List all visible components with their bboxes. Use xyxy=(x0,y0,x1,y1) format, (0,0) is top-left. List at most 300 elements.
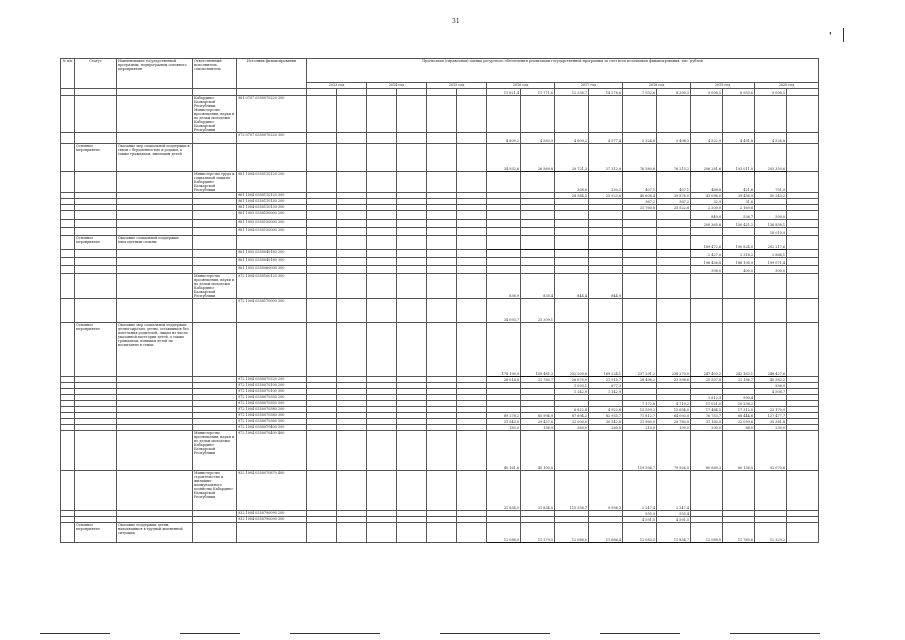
value-cell xyxy=(755,274,787,299)
value-cell: 248 427,6 xyxy=(755,323,787,377)
value-cell xyxy=(397,236,427,250)
value-cell: 12 536,7 xyxy=(555,89,589,96)
row-resp-cell xyxy=(193,323,237,377)
value-cell xyxy=(521,250,555,258)
value-cell xyxy=(623,299,657,323)
value-cell: 40 161,6 xyxy=(487,431,521,471)
row-name-cell: Оказание мер социальной поддержки детям-сиротам, детям, оставшимся без попечения родителей, лицам из числа указанной категории детей, а также гражданам, взявшим детей на воспитание в семьи xyxy=(117,323,193,377)
value-cell xyxy=(367,172,397,193)
value-cell xyxy=(691,228,723,236)
value-cell xyxy=(397,211,427,220)
value-cell xyxy=(427,266,457,274)
value-cell xyxy=(337,228,367,236)
value-cell xyxy=(589,299,623,323)
value-cell xyxy=(691,96,723,133)
value-cell: 2 200,0 xyxy=(691,205,723,211)
row-status-cell: Основное мероприятие xyxy=(75,523,117,543)
value-cell xyxy=(337,172,367,193)
value-cell: 8 953,6 xyxy=(723,89,755,96)
value-cell: 25 309,1 xyxy=(521,299,555,323)
value-cell xyxy=(487,258,521,266)
table-row xyxy=(61,471,819,511)
row-status-cell xyxy=(75,96,117,133)
value-cell xyxy=(589,220,623,228)
value-cell xyxy=(589,96,623,133)
value-cell: 193 011,0 xyxy=(723,144,755,172)
value-cell: 260,0 xyxy=(589,425,623,431)
value-cell: 237 291,2 xyxy=(623,323,657,377)
value-cell: 64 093,0 xyxy=(657,413,691,419)
value-cell xyxy=(457,431,487,471)
value-cell xyxy=(457,220,487,228)
value-cell: 2 316,2 xyxy=(723,250,755,258)
value-cell xyxy=(427,274,457,299)
value-cell xyxy=(457,323,487,377)
row-codes-cell: 961 1004 0350110130 200 xyxy=(237,199,307,205)
value-cell: 150 421,2 xyxy=(723,220,755,228)
value-cell xyxy=(521,258,555,266)
value-cell: 159 481,3 xyxy=(521,323,555,377)
value-cell: 14 278,6 xyxy=(589,89,623,96)
value-cell xyxy=(427,258,457,266)
value-cell: 79 926,5 xyxy=(657,431,691,471)
value-cell xyxy=(555,299,589,323)
value-cell xyxy=(397,258,427,266)
row-codes-cell: 961 1004 0350150000 300 xyxy=(237,228,307,236)
value-cell xyxy=(623,96,657,133)
row-codes-cell: 932 1004 0350790090 200 xyxy=(237,511,307,517)
value-cell: 4 719,2 xyxy=(657,401,691,407)
value-cell xyxy=(337,89,367,96)
value-cell: 4 491,8 xyxy=(723,133,755,144)
value-cell: 25 507,8 xyxy=(691,377,723,383)
value-cell xyxy=(521,228,555,236)
row-status-cell: Основное мероприятие xyxy=(75,144,117,172)
row-codes-cell: 961 1003 0350150000 200 xyxy=(237,211,307,220)
value-cell xyxy=(787,523,819,543)
value-cell xyxy=(623,228,657,236)
value-cell xyxy=(397,299,427,323)
value-cell: 23 598,6 xyxy=(657,377,691,383)
value-cell: 4 577,4 xyxy=(589,133,623,144)
value-cell xyxy=(555,258,589,266)
table-row xyxy=(61,523,819,543)
value-cell xyxy=(307,89,337,96)
value-cell xyxy=(367,299,397,323)
value-cell xyxy=(337,299,367,323)
value-cell xyxy=(723,299,755,323)
row-name-cell xyxy=(117,299,193,323)
table-row xyxy=(61,96,819,133)
value-cell xyxy=(457,133,487,144)
table-row xyxy=(61,144,819,172)
value-cell: 31 040,0 xyxy=(487,419,521,425)
value-cell xyxy=(307,172,337,193)
value-cell xyxy=(457,228,487,236)
row-resp-cell: Министерство труда и социальной защиты Кабардино-Балкарской Республики xyxy=(194,172,235,192)
row-status-cell xyxy=(75,89,117,96)
value-cell: 18 010,9 xyxy=(755,228,787,236)
value-cell xyxy=(457,258,487,266)
value-cell xyxy=(307,266,337,274)
row-num-cell xyxy=(61,220,75,228)
value-cell: 200 365,8 xyxy=(691,220,723,228)
value-cell: 35 381,8 xyxy=(755,419,787,425)
value-cell: 89 278,2 xyxy=(487,413,521,419)
value-cell xyxy=(397,323,427,377)
value-cell: 4 522,9 xyxy=(691,133,723,144)
value-cell: 88,0 xyxy=(723,425,755,431)
page-number: 31 xyxy=(452,18,460,25)
table-row xyxy=(61,236,819,250)
value-cell xyxy=(487,236,521,250)
year-header: 2017 год xyxy=(555,83,623,89)
value-cell: 400,0 xyxy=(723,266,755,274)
value-cell: 12 086,0 xyxy=(487,523,521,543)
value-cell: 29 721,3 xyxy=(555,144,589,172)
value-cell: 21 834,0 xyxy=(521,471,555,511)
value-cell xyxy=(427,144,457,172)
value-cell: 4 591,5 xyxy=(657,517,691,523)
value-cell xyxy=(307,211,337,220)
value-cell: 28 584,5 xyxy=(555,193,589,199)
value-cell xyxy=(427,220,457,228)
value-cell xyxy=(397,431,427,471)
value-cell: 838,9 xyxy=(487,274,521,299)
value-cell: 202 217,6 xyxy=(755,236,787,250)
value-cell: 190 824,0 xyxy=(723,236,755,250)
value-cell xyxy=(337,250,367,258)
row-codes-cell: 972 1004 0350070100 200 xyxy=(237,383,307,389)
value-cell xyxy=(307,228,337,236)
row-num-cell xyxy=(61,274,75,299)
value-cell xyxy=(657,220,691,228)
row-codes-cell: 961 1003 0350150000 300 xyxy=(237,220,307,228)
value-cell xyxy=(623,220,657,228)
row-num-cell xyxy=(61,323,75,377)
value-cell: 199 071,4 xyxy=(755,258,787,266)
value-cell xyxy=(755,96,787,133)
value-cell: 9 008,5 xyxy=(755,89,787,96)
value-cell xyxy=(397,274,427,299)
value-cell xyxy=(427,96,457,133)
value-cell xyxy=(755,299,787,323)
row-name-cell xyxy=(117,133,193,144)
row-codes-cell: 972 1004 0350070380 200 xyxy=(237,407,307,413)
row-name-cell xyxy=(117,471,193,511)
value-cell xyxy=(521,172,555,193)
value-cell xyxy=(787,96,819,133)
row-status-cell xyxy=(75,228,117,236)
value-cell: 68 444,6 xyxy=(723,413,755,419)
value-cell: 9 956,3 xyxy=(589,471,623,511)
value-cell xyxy=(589,228,623,236)
value-cell: 189 472,6 xyxy=(691,236,723,250)
value-cell xyxy=(657,258,691,266)
value-cell: 156,9 xyxy=(521,425,555,431)
value-cell xyxy=(623,266,657,274)
value-cell xyxy=(657,228,691,236)
value-cell xyxy=(337,523,367,543)
value-cell: 500,0 xyxy=(755,211,787,220)
value-cell: 85 994,9 xyxy=(521,413,555,419)
value-cell xyxy=(457,299,487,323)
row-name-cell xyxy=(117,431,193,471)
value-cell: 31,6 xyxy=(723,199,755,205)
row-resp-cell xyxy=(193,220,237,228)
value-cell xyxy=(367,323,397,377)
value-cell xyxy=(723,471,755,511)
value-cell: 21 915,7 xyxy=(589,377,623,383)
value-cell: 252 209,6 xyxy=(555,323,589,377)
value-cell xyxy=(691,299,723,323)
value-cell: 11 771,6 xyxy=(521,89,555,96)
value-cell xyxy=(623,274,657,299)
row-num-cell xyxy=(61,96,75,133)
col-resp-header: Ответственный исполнитель, соисполнитель xyxy=(193,59,237,89)
value-cell: 199,0 xyxy=(657,425,691,431)
table-row xyxy=(61,133,819,144)
value-cell xyxy=(397,89,427,96)
value-cell xyxy=(307,236,337,250)
value-cell xyxy=(787,236,819,250)
row-codes-cell xyxy=(237,236,307,250)
scan-mark: ' xyxy=(829,32,832,42)
row-codes-cell: 972 1004 0350070100 300 xyxy=(237,389,307,395)
value-cell: 119 396,7 xyxy=(623,431,657,471)
col-num-header: № п/п xyxy=(61,59,75,89)
row-resp-cell xyxy=(193,211,237,220)
row-codes-cell: 972 1004 0350070350 200 xyxy=(237,395,307,401)
value-cell xyxy=(787,220,819,228)
value-cell: 178 190,9 xyxy=(487,323,521,377)
value-cell: 34 932,6 xyxy=(487,144,521,172)
row-codes-cell: 972 1004 0350100120 300 xyxy=(237,274,307,299)
row-codes-cell xyxy=(237,323,307,377)
row-num-cell xyxy=(61,471,75,511)
value-cell: 536,7 xyxy=(723,211,755,220)
row-resp-cell xyxy=(193,299,237,323)
value-cell xyxy=(457,89,487,96)
value-cell: 76 753,7 xyxy=(691,413,723,419)
value-cell xyxy=(307,96,337,133)
row-resp-cell: Министерство строительства и жилищно-коммунального хозяйства Кабардино-Балкарской Республики xyxy=(193,471,237,511)
value-cell: 12 088,0 xyxy=(691,523,723,543)
value-cell xyxy=(307,274,337,299)
value-cell xyxy=(307,258,337,266)
table-row xyxy=(61,89,819,96)
value-cell: 5 324,6 xyxy=(623,133,657,144)
col-name-header: Наименование государственной программы, подпрограммы основного мероприятия xyxy=(117,59,193,89)
value-cell xyxy=(589,431,623,471)
table-row xyxy=(61,228,819,236)
value-cell xyxy=(367,258,397,266)
value-cell: 7 932,6 xyxy=(623,89,657,96)
value-cell xyxy=(457,523,487,543)
value-cell xyxy=(457,211,487,220)
value-cell: 2 247,4 xyxy=(657,471,691,511)
row-name-cell xyxy=(117,266,193,274)
value-cell xyxy=(457,274,487,299)
row-num-cell xyxy=(61,211,75,220)
value-cell xyxy=(623,236,657,250)
value-cell: 31 960,0 xyxy=(623,419,657,425)
row-codes-cell: 961 1004 0350110120 200 xyxy=(237,172,307,193)
value-cell xyxy=(307,133,337,144)
row-num-cell xyxy=(61,250,75,258)
value-cell: 25 522,8 xyxy=(657,205,691,211)
value-cell: 22 170,9 xyxy=(755,407,787,413)
value-cell xyxy=(555,236,589,250)
value-cell xyxy=(337,236,367,250)
value-cell xyxy=(787,228,819,236)
row-codes-cell xyxy=(237,523,307,543)
value-cell xyxy=(307,250,337,258)
footer-rule xyxy=(440,633,550,634)
value-cell xyxy=(555,220,589,228)
value-cell xyxy=(367,144,397,172)
value-cell xyxy=(589,236,623,250)
value-cell: 32 000,0 xyxy=(555,419,589,425)
value-cell xyxy=(787,89,819,96)
value-cell xyxy=(657,236,691,250)
value-cell xyxy=(367,133,397,144)
row-codes-cell: 961 0707 0350070220 300 xyxy=(237,96,307,133)
value-cell: 39 458,9 xyxy=(723,193,755,199)
value-cell: 360,0 xyxy=(555,425,589,431)
value-cell: 877,3 xyxy=(589,383,623,389)
value-cell xyxy=(307,144,337,172)
value-cell: 536,9 xyxy=(755,383,787,389)
value-cell xyxy=(427,299,457,323)
row-resp-cell xyxy=(193,228,237,236)
value-cell: 183,0 xyxy=(487,425,521,431)
value-cell: 2 866,1 xyxy=(755,250,787,258)
row-codes-cell xyxy=(237,89,307,96)
value-cell xyxy=(397,471,427,511)
year-header: 2016 год xyxy=(487,83,555,89)
row-num-cell xyxy=(61,172,75,193)
row-status-cell xyxy=(75,299,117,323)
value-cell: 840,0 xyxy=(691,211,723,220)
value-cell: 17 312,0 xyxy=(723,407,755,413)
row-codes-cell: 972 1004 0350070400 300 xyxy=(237,425,307,431)
row-codes-cell: 932 1004 0350790090 300 xyxy=(237,517,307,523)
table-row xyxy=(61,220,819,228)
value-cell xyxy=(787,258,819,266)
row-resp-cell xyxy=(193,236,237,250)
value-cell: 76 580,8 xyxy=(623,144,657,172)
value-cell: 169 224,1 xyxy=(589,323,623,377)
value-cell xyxy=(427,228,457,236)
value-cell xyxy=(427,471,457,511)
value-cell: 4 609,2 xyxy=(555,133,589,144)
value-cell xyxy=(521,96,555,133)
value-cell: 367,2 xyxy=(623,199,657,205)
value-cell xyxy=(521,236,555,250)
value-cell xyxy=(691,471,723,511)
value-cell xyxy=(657,274,691,299)
value-cell xyxy=(787,144,819,172)
row-name-cell xyxy=(117,211,193,220)
row-codes-cell: 961 1004 0350110120 300 xyxy=(237,193,307,199)
value-cell xyxy=(337,431,367,471)
value-cell xyxy=(367,236,397,250)
value-cell: 242 163,1 xyxy=(723,323,755,377)
value-cell xyxy=(367,431,397,471)
value-cell: 11 686,4 xyxy=(589,523,623,543)
value-cell xyxy=(457,172,487,193)
value-cell xyxy=(397,96,427,133)
value-cell: 12 083,5 xyxy=(623,523,657,543)
value-cell: 308,6 xyxy=(555,172,589,193)
value-cell xyxy=(397,523,427,543)
value-cell xyxy=(397,144,427,172)
value-cell xyxy=(367,211,397,220)
row-status-cell xyxy=(75,172,117,193)
value-cell: 82 955,7 xyxy=(589,413,623,419)
row-status-cell: Основное мероприятие xyxy=(75,323,117,377)
value-cell xyxy=(457,266,487,274)
table-row xyxy=(61,211,819,220)
row-name-cell xyxy=(117,228,193,236)
value-cell: 10 236,2 xyxy=(723,401,755,407)
value-cell xyxy=(367,523,397,543)
value-cell xyxy=(723,228,755,236)
row-status-cell xyxy=(75,274,117,299)
value-cell: 188 195,9 xyxy=(723,258,755,266)
value-cell xyxy=(337,266,367,274)
value-cell: 5 498,3 xyxy=(657,133,691,144)
row-resp-cell xyxy=(193,250,237,258)
value-cell: 205 350,6 xyxy=(755,144,787,172)
row-num-cell xyxy=(61,299,75,323)
value-cell: 11 854,7 xyxy=(657,523,691,543)
value-cell xyxy=(367,89,397,96)
value-cell xyxy=(555,250,589,258)
value-cell xyxy=(397,250,427,258)
year-header: 2019 год xyxy=(691,83,755,89)
value-cell: 80 156,0 xyxy=(723,431,755,471)
value-cell xyxy=(589,250,623,258)
value-cell: 32,9 xyxy=(691,199,723,205)
table-row xyxy=(61,274,819,299)
value-cell: 71 812,7 xyxy=(623,413,657,419)
row-num-cell xyxy=(61,523,75,543)
value-cell xyxy=(367,266,397,274)
value-cell: 40 582,2 xyxy=(755,377,787,383)
row-name-cell xyxy=(117,96,193,133)
value-cell: 27 312,9 xyxy=(589,144,623,172)
row-codes-cell: 972 1004 0350070220 200 xyxy=(237,377,307,383)
value-cell: 398,0 xyxy=(691,266,723,274)
row-status-cell xyxy=(75,250,117,258)
value-cell xyxy=(337,258,367,266)
value-cell: 26 569,8 xyxy=(521,144,555,172)
year-header: 2015 год xyxy=(427,83,487,89)
value-cell xyxy=(623,258,657,266)
table-row xyxy=(61,431,819,471)
value-cell xyxy=(337,133,367,144)
row-resp-cell xyxy=(193,133,237,144)
row-resp-cell xyxy=(193,89,237,96)
value-cell: 28 498,2 xyxy=(623,377,657,383)
value-cell xyxy=(487,96,521,133)
table-row xyxy=(61,323,819,377)
row-status-cell xyxy=(75,258,117,266)
value-cell xyxy=(397,172,427,193)
row-num-cell xyxy=(61,144,75,172)
